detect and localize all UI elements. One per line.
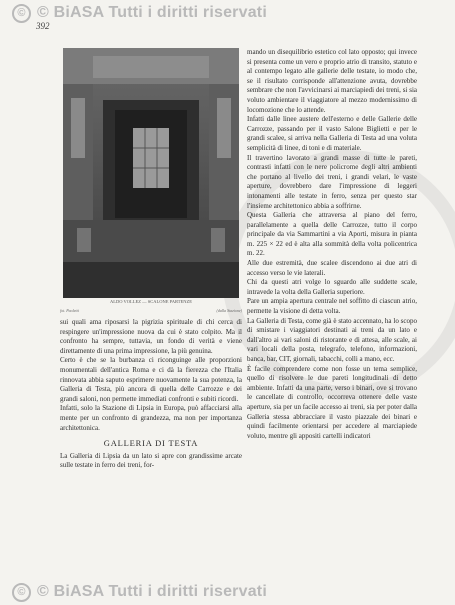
photo-credits [60,308,242,313]
watermark-text: © BiASA Tutti i diritti riservati [37,4,267,21]
paragraph: Infatti dalle linee austere dell'esterno e delle Gallerie delle Carrozze, passando per il vasto Salone Biglietti e per le grandi scalee, si arriva nella Galleria di Testa ad una voluta semplicità di linee, di toni e di materiale. [247,115,417,152]
watermark-banner-bottom [0,581,455,603]
photo-caption: ALDO VOLLEZ — SCALONE PARTENZE [110,299,192,304]
paragraph: Pare un ampia apertura centrale nel soffitto di ciascun atrio, permette la visione di detta volta. [247,297,417,316]
copyright-icon: © [12,4,31,23]
photo-credit-right: (dalla Stazione) [216,308,242,313]
paragraph: Alle due estremità, due scalee discendono ai due atri di accesso verso le vie laterali. [247,259,417,277]
paragraph: Certo è che se la burbanza ci riconguinge alle proporzioni monumentali dell'antica Roma e ci dà la fierezza che l'Italia rinnovata abbia saputo esprimere nuovamente la sua potenza, la Galleria di Testa, più ancora di quella delle Carrozze e dei grandi saloni, non permette immediati confronti e subiti ricordi. [60,356,242,403]
paragraph: La Galleria di Testa, come già è stato accennato, ha lo scopo di smistare i viaggiatori destinati ai treni da un lato e dall'altro ai vari saloni di ristorante e di attesa, alle scale, ai vari locali della posta, telegrafo, telefono, informazioni, banca, bar, CIT, giornali, tabacchi, colli a mano, ecc. [247,316,417,363]
paragraph: sui quali ama riposarsi la pigrizia spirituale di chi cerca di respingere un'impressione nuova da cui è stato colpito. Ma il confronto ha sempre, tuttavia, un fondo di verità e viene direttamente di una prima impressione, la più genuina. [60,318,242,355]
paragraph: Il travertino lavorato a grandi masse di tutte le pareti, contrasti infatti con le nere policrome degli altri ambienti che portano al livello dei treni, i grandi velari, le vaste aperture, dovrebbero dare l'impressione di leggeri intonamenti alle testate in ferro, senza per questo star l'insieme architettonico abbia a soffrirne. [247,153,417,210]
watermark-banner-top [0,2,455,24]
paragraph: Chi da questi atri volge lo sguardo alle suddette scale, intravede la volta della Galleria superiore. [247,278,417,296]
photo-credit-left: fot. Paoletti [60,308,79,313]
paragraph: Infatti, solo la Stazione di Lipsia in Europa, può affacciarsi alla mente per un confronto di grandezza, ma non per importanza architettonica. [60,404,242,432]
watermark-text: © BiASA Tutti i diritti riservati [37,583,267,600]
copyright-icon: © [12,583,31,602]
page-number: 392 [36,21,50,31]
right-column [247,48,417,441]
station-photograph-drawing [63,48,239,298]
station-photograph [63,48,239,298]
paragraph: È facile comprendere come non fosse un tema semplice, quello di risolvere le due pareti longitudinali di detto ambiente. Infatti da una parte, verso i binari, ove si trovano le cancellate di controllo, occorreva ottenere delle vaste aperture, sia per un facile accesso ai treni, sia per poter dalla Galleria stessa abbracciare il vasto piazzale dei binari e quindi facilmente orientarsi per accedere al marciapiede voluto, mentre gli appositi cartelli indicatori [247,364,417,440]
paragraph: mando un disequilibrio estetico col lato opposto; qui invece si presenta come un vero e proprio atrio di transito, statuto e al contempo legato alle gallerie delle testate, io modo che, se il risultato corrisponde all'attenzione avuta, dovrebbe sembrare che non l'avvicinarsi ai marciapiedi dei treni, si sia voluto ambientare il viaggiatore al mezzo modernissimo di locomozione che lo attende. [247,48,417,114]
paragraph: Questa Galleria che attraversa al piano del ferro, parallelamente a quella delle Carrozze, tutto il corpo principale da via Sammartini a via Aporti, misura in pianta m. 225 × 22 ed è alta alla sommità della volta policentrica m. 22. [247,211,417,258]
left-column [60,318,242,471]
paragraph: La Galleria di Lipsia da un lato si apre con grandissime arcate sulle testate in ferro dei treni, for- [60,451,242,470]
section-heading: GALLERIA DI TESTA [103,438,199,449]
